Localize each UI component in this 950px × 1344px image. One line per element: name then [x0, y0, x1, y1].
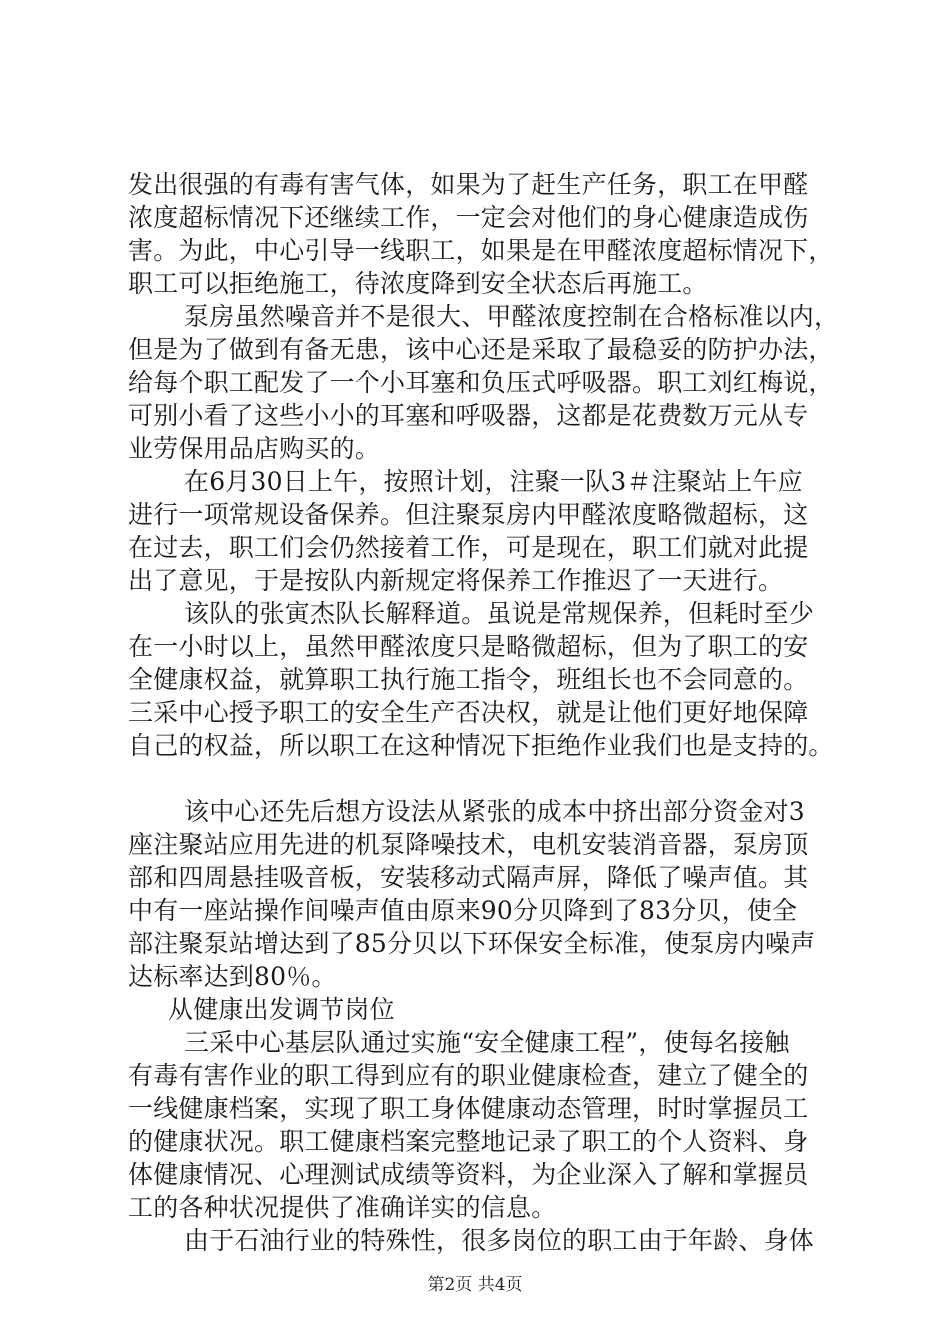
text-line: 工的各种状况提供了准确详实的信息。	[128, 1193, 557, 1222]
paragraph-start-line: 该中心还先后想方设法从紧张的成本中挤出部分资金对3	[184, 797, 805, 826]
text-line: 浓度超标情况下还继续工作，一定会对他们的身心健康造成伤	[128, 203, 809, 232]
text-line: 出了意见，于是按队内新规定将保养工作推迟了一天进行。	[128, 566, 784, 595]
text-line: 座注聚站应用先进的机泵降噪技术，电机安装消音器，泵房顶	[128, 830, 809, 859]
text-line: 中有一座站操作间噪声值由原来90分贝降到了83分贝，使全	[128, 896, 798, 925]
paragraph-start-line: 泵房虽然噪音并不是很大、甲醛浓度控制在合格标准以内，	[184, 302, 840, 331]
text-line: 体健康情况、心理测试成绩等资料，为企业深入了解和掌握员	[128, 1160, 809, 1189]
text-line: 部和四周悬挂吸音板，安装移动式隔声屏，降低了噪声值。其	[128, 863, 809, 892]
article-body	[128, 168, 840, 1257]
text-line: 进行一项常规设备保养。但注聚泵房内甲醛浓度略微超标，这	[128, 500, 809, 529]
text-line: 在过去，职工们会仍然接着工作，可是现在，职工们就对此提	[128, 533, 809, 562]
section-heading: 从健康出发调节岗位	[168, 995, 395, 1024]
text-line: 自己的权益，所以职工在这种情况下拒绝作业我们也是支持的。	[128, 731, 834, 760]
page-footer	[0, 1274, 950, 1296]
paragraph-start-line: 该队的张寅杰队长解释道。虽说是常规保养，但耗时至少	[184, 599, 815, 628]
text-line: 达标率达到80％。	[128, 962, 337, 991]
text-line: 部注聚泵站增达到了85分贝以下环保安全标准，使泵房内噪声	[128, 929, 816, 958]
paragraph-start-line: 在6月30日上午，按照计划，注聚一队3＃注聚站上午应	[184, 467, 803, 496]
text-line: 的健康状况。职工健康档案完整地记录了职工的个人资料、身	[128, 1127, 809, 1156]
paragraph-start-line: 三采中心基层队通过实施“安全健康工程”，使每名接触	[184, 1028, 790, 1057]
text-line: 全健康权益，就算职工执行施工指令，班组长也不会同意的。	[128, 665, 809, 694]
text-line: 在一小时以上，虽然甲醛浓度只是略微超标，但为了职工的安	[128, 632, 809, 661]
text-line: 给每个职工配发了一个小耳塞和负压式呼吸器。职工刘红梅说，	[128, 368, 834, 397]
paragraph-start-line: 由于石油行业的特殊性，很多岗位的职工由于年龄、身体	[184, 1226, 815, 1255]
text-line: 一线健康档案，实现了职工身体健康动态管理，时时掌握员工	[128, 1094, 809, 1123]
text-line: 害。为此，中心引导一线职工，如果是在甲醛浓度超标情况下，	[128, 236, 834, 265]
text-line: 有毒有害作业的职工得到应有的职业健康检查，建立了健全的	[128, 1061, 809, 1090]
text-line: 但是为了做到有备无患，该中心还是采取了最稳妥的防护办法，	[128, 335, 834, 364]
page-number: 第2页 共4页	[427, 1275, 523, 1295]
text-line: 业劳保用品店购买的。	[128, 434, 381, 463]
text-line: 三采中心授予职工的安全生产否决权，就是让他们更好地保障	[128, 698, 809, 727]
text-line: 发出很强的有毒有害气体，如果为了赶生产任务，职工在甲醛	[128, 170, 809, 199]
text-line: 职工可以拒绝施工，待浓度降到安全状态后再施工。	[128, 269, 708, 298]
paragraph-gap	[128, 762, 828, 795]
text-line: 可别小看了这些小小的耳塞和呼吸器，这都是花费数万元从专	[128, 401, 809, 430]
